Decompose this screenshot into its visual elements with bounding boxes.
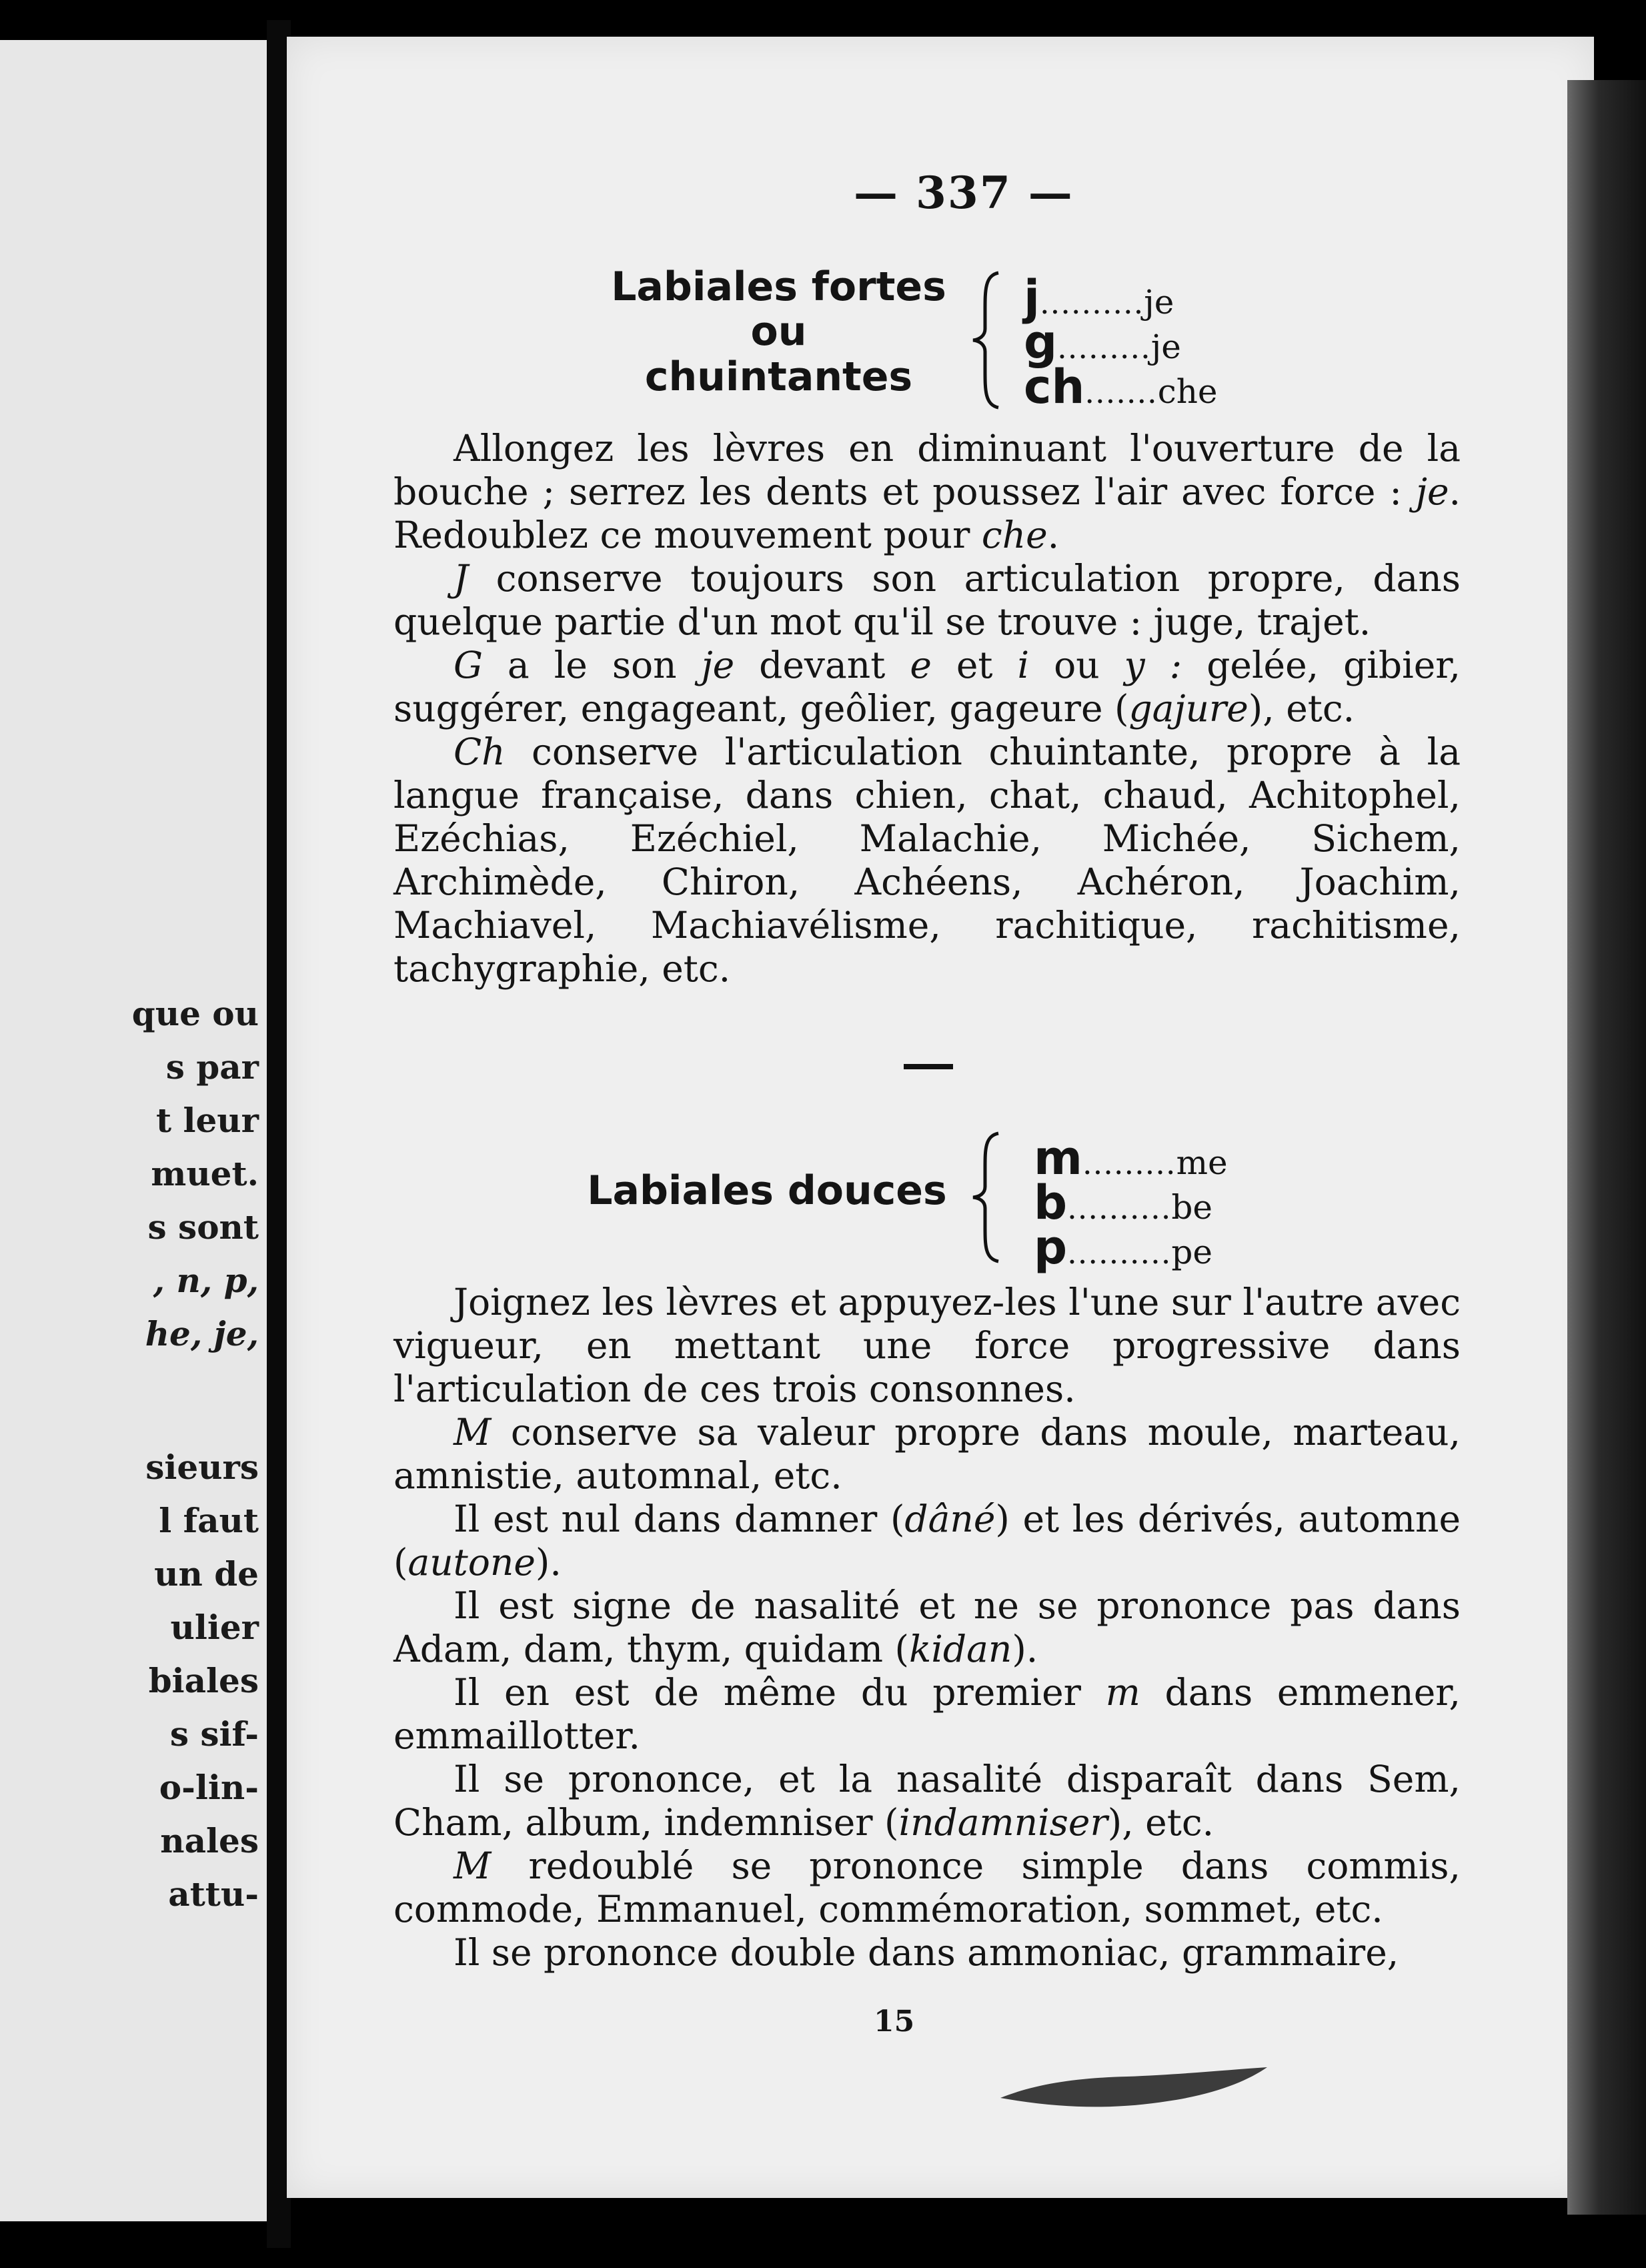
left-page-fragment: sieurs bbox=[145, 1448, 259, 1487]
group1-dots-j: .......... bbox=[1040, 285, 1144, 321]
group2-sound-p: pe bbox=[1171, 1233, 1212, 1271]
group1-dots-ch: ....... bbox=[1084, 374, 1158, 410]
group1-row-ch bbox=[1024, 360, 1217, 414]
group1-label-line2: ou bbox=[750, 308, 807, 355]
group2-row-p bbox=[1034, 1220, 1212, 1275]
signature-mark: 15 bbox=[874, 2005, 915, 2039]
group2-brace-icon bbox=[970, 1131, 1004, 1264]
group1-sound-ch: che bbox=[1157, 372, 1218, 411]
group2-letter-b: b bbox=[1034, 1175, 1068, 1230]
left-page-fragment: s sif- bbox=[169, 1714, 259, 1754]
left-page-fragment: attu- bbox=[168, 1874, 259, 1914]
para-douces-4: Il est signe de nasalité et ne se prononce pas dans Adam, dam, thym, quidam (kidan). bbox=[393, 1584, 1461, 1670]
para-douces-6: Il se prononce, et la nasalité disparaît dans Sem, Cham, album, indemniser (indamniser), etc. bbox=[393, 1758, 1461, 1844]
page-number: — 337 — bbox=[854, 167, 1074, 219]
group1-letter-g: g bbox=[1024, 315, 1058, 370]
left-page-fragment: muet. bbox=[151, 1154, 259, 1193]
group1-label-line1: Labiales fortes bbox=[611, 263, 946, 310]
para-douces-2: M conserve sa valeur propre dans moule, marteau, amnistie, automnal, etc. bbox=[393, 1411, 1461, 1497]
group1-label-line3: chuintantes bbox=[644, 354, 913, 400]
para-douces-5: Il en est de même du premier m dans emmener, emmaillotter. bbox=[393, 1671, 1461, 1757]
para-douces-7: M redoublé se prononce simple dans commis, commode, Emmanuel, commémoration, sommet, etc. bbox=[393, 1844, 1461, 1930]
left-page-fragment: que ou bbox=[131, 994, 259, 1033]
group1-letter-ch: ch bbox=[1024, 360, 1085, 414]
group1-letter-j: j bbox=[1024, 270, 1040, 325]
ink-smudge-icon bbox=[994, 2065, 1274, 2111]
left-page-fragment: l faut bbox=[159, 1501, 259, 1540]
group2-dots-p: .......... bbox=[1067, 1235, 1172, 1271]
left-page-fragment: biales bbox=[148, 1661, 259, 1700]
paragraphs-douces bbox=[393, 1281, 1461, 1974]
page-stack-edge bbox=[1567, 80, 1646, 2215]
section-divider bbox=[904, 1064, 953, 1069]
paragraphs-fortes bbox=[393, 427, 1461, 991]
para-fortes-2: J conserve toujours son articulation propre, dans quelque partie d'un mot qu'il se trouve : juge, trajet. bbox=[393, 557, 1461, 643]
group1-sound-j: je bbox=[1144, 283, 1174, 322]
group2-letter-m: m bbox=[1034, 1131, 1082, 1185]
left-page-fragment: nales bbox=[160, 1821, 259, 1860]
left-page-fragment: ulier bbox=[170, 1608, 259, 1647]
group2-sound-m: me bbox=[1176, 1143, 1228, 1182]
para-fortes-1: Allongez les lèvres en diminuant l'ouverture de la bouche ; serrez les dents et poussez l'air avec force : je. Redoublez ce mouvement pour che. bbox=[393, 427, 1461, 556]
para-douces-8: Il se prononce double dans ammoniac, grammaire, bbox=[454, 1931, 1399, 1974]
group1-brace-icon bbox=[970, 270, 1004, 410]
left-page-fragment: o-lin- bbox=[159, 1768, 259, 1807]
group2-label: Labiales douces bbox=[587, 1167, 947, 1214]
para-fortes-4: Ch conserve l'articulation chuintante, propre à la langue française, dans chien, chat, chaud, Achitophel, Ezéchias, Ezéchiel, Malachie, Michée, Sichem, Archimède, Chiron, Achéens, Achéron, Joachim, Machiavel, Machiavélisme, rachitique, rachitisme, tachygraphie, etc. bbox=[393, 730, 1461, 990]
para-douces-3: Il est nul dans damner (dâné) et les dérivés, automne (autone). bbox=[393, 1498, 1461, 1584]
left-page-fragment: un de bbox=[154, 1554, 259, 1594]
group2-sound-b: be bbox=[1171, 1188, 1212, 1227]
group1-sound-g: je bbox=[1150, 328, 1181, 366]
group2-dots-b: .......... bbox=[1067, 1190, 1172, 1226]
left-page-fragment: he, je, bbox=[145, 1314, 259, 1353]
left-page-fragment: s par bbox=[165, 1047, 259, 1087]
group2-dots-m: ......... bbox=[1082, 1145, 1176, 1181]
para-douces-1: Joignez les lèvres et appuyez-les l'une sur l'autre avec vigueur, en mettant une force progressive dans l'articulation de ces trois consonnes. bbox=[393, 1281, 1461, 1410]
left-page-fragment: t leur bbox=[155, 1101, 259, 1140]
left-page-fragment: s sont bbox=[147, 1207, 259, 1247]
group2-letter-p: p bbox=[1034, 1220, 1068, 1275]
para-fortes-3: G a le son je devant e et i ou y : gelée, gibier, suggérer, engageant, geôlier, gageure (gajure), etc. bbox=[393, 644, 1461, 730]
left-page-fragment: , n, p, bbox=[153, 1261, 259, 1300]
group1-dots-g: ......... bbox=[1057, 330, 1151, 366]
previous-page-edge bbox=[0, 40, 273, 2221]
